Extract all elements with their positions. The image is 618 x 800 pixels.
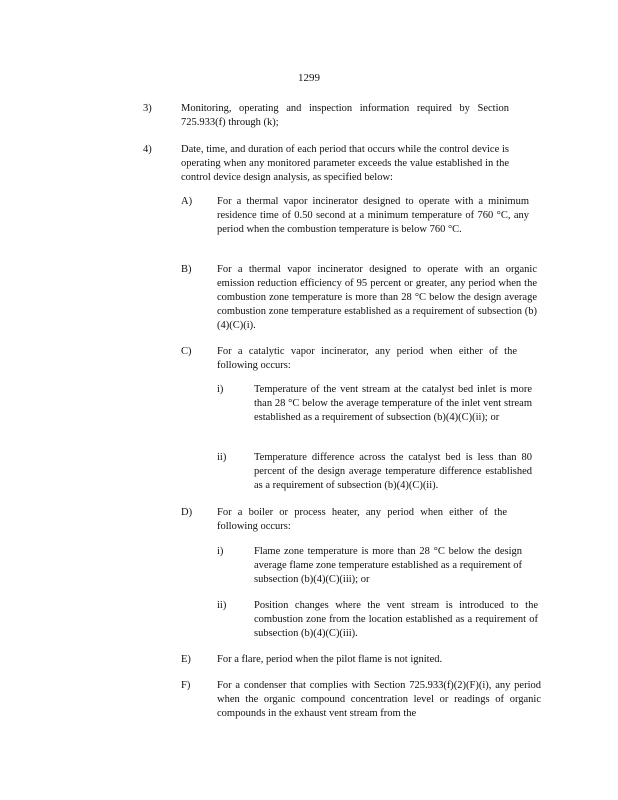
item-label: C) [181,346,192,357]
item-label: ii) [217,452,227,463]
item-label: i) [217,384,224,395]
item-label: 3) [143,103,152,114]
item-text: Flame zone temperature is more than 28 °C below the design average flame zone temperature established as a requirement of subsection (b)(4)(C)(iii); or [254,546,522,585]
item-text: For a thermal vapor incinerator designed to operate with a minimum residence time of 0.50 second at a minimum temperature of 760 °C, any period when the combustion temperature is below 760 °C. [217,196,529,235]
item-text: For a flare, period when the pilot flame is not ignited. [217,654,443,665]
item-text: For a boiler or process heater, any period when either of the following occurs: [217,507,507,532]
item-text: For a thermal vapor incinerator designed to operate with an organic emission reduction efficiency of 95 percent or greater, any period when the combustion zone temperature is more than 28 °C below the design average combustion zone temperature established as a requirement of subsection (b)(4)(C)(i). [217,264,537,331]
page-number: 1299 [298,72,320,84]
item-label: A) [181,196,193,207]
item-text: Temperature difference across the catalyst bed is less than 80 percent of the design average temperature difference established as a requirement of subsection (b)(4)(C)(ii). [254,452,532,491]
item-label: E) [181,654,191,665]
item-text: Monitoring, operating and inspection information required by Section 725.933(f) through (k); [181,103,509,128]
item-text: For a condenser that complies with Section 725.933(f)(2)(F)(i), any period when the organic compound concentration level or readings of organic compounds in the exhaust vent stream from the [217,680,541,719]
item-text: Temperature of the vent stream at the catalyst bed inlet is more than 28 °C below the average temperature of the inlet vent stream established as a requirement of subsection (b)(4)(C)(ii); or [254,384,532,423]
item-label: ii) [217,600,227,611]
item-text: For a catalytic vapor incinerator, any period when either of the following occurs: [217,346,517,371]
item-label: F) [181,680,191,691]
item-text: Date, time, and duration of each period that occurs while the control device is operating when any monitored parameter exceeds the value established in the control device design analysis, as specified below: [181,144,509,183]
item-label: B) [181,264,192,275]
item-text: Position changes where the vent stream is introduced to the combustion zone from the location established as a requirement of subsection (b)(4)(C)(iii). [254,600,538,639]
item-label: i) [217,546,224,557]
item-label: D) [181,507,193,518]
item-label: 4) [143,144,152,155]
